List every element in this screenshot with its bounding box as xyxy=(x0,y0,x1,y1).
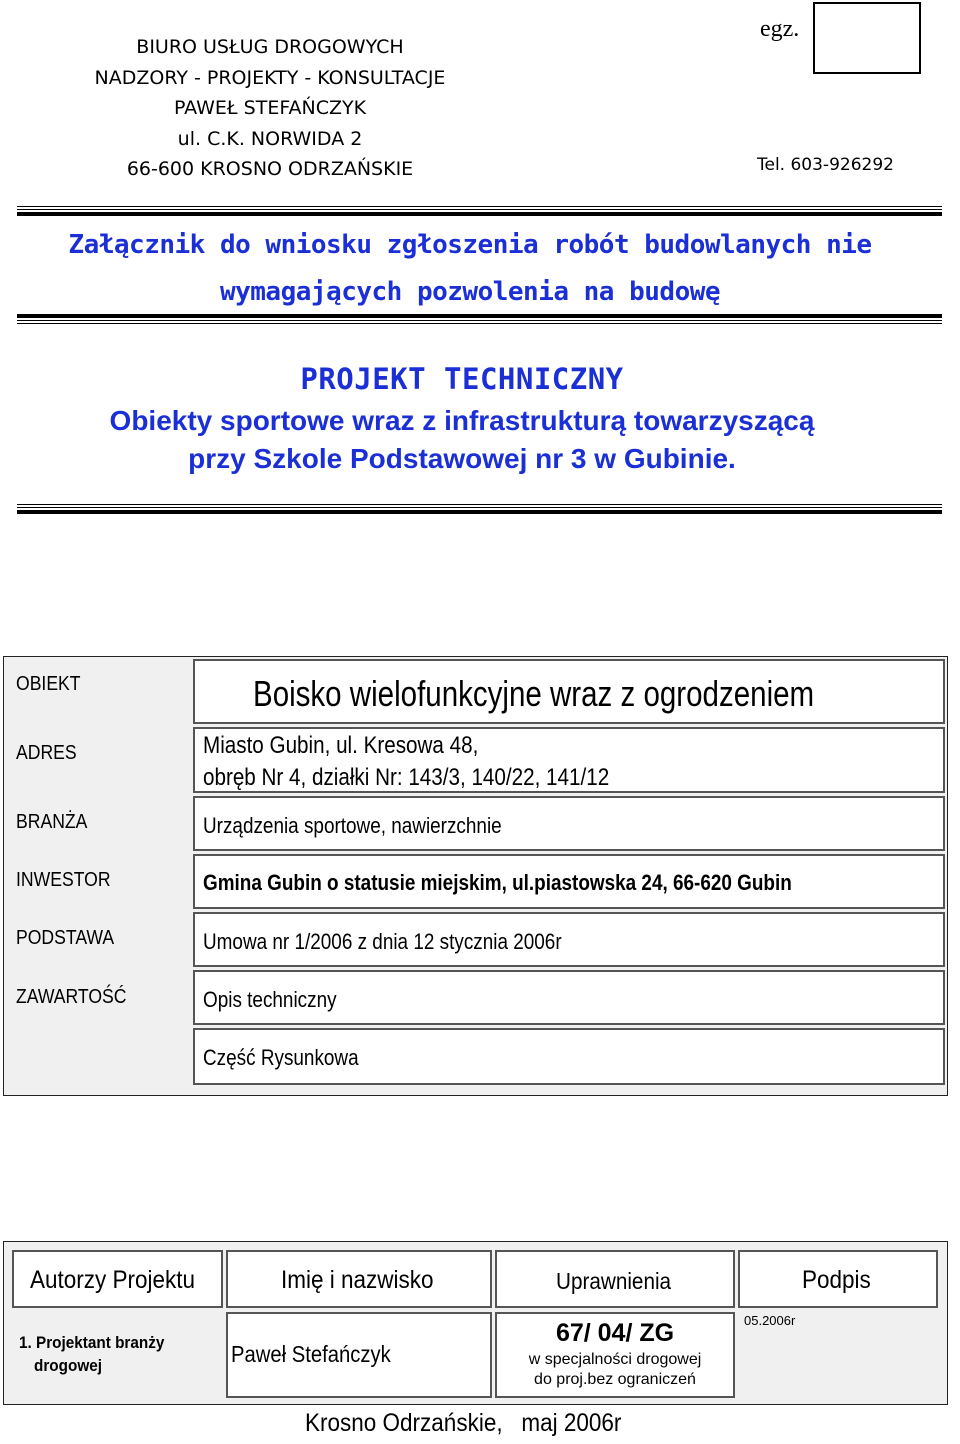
header-signature: Podpis xyxy=(802,1266,871,1294)
address-label: ADRES xyxy=(16,742,77,764)
object-value: Boisko wielofunkcyjne wraz z ogrodzeniem xyxy=(253,673,815,714)
attachment-title-line2: wymagających pozwolenia na budowę xyxy=(219,277,721,307)
signature-date: 05.2006r xyxy=(744,1313,796,1328)
project-subject-line2: przy Szkole Podstawowej nr 3 w Gubinie. xyxy=(188,443,736,474)
license-specialty: w specjalności drogowej xyxy=(528,1351,702,1368)
contents-item: Opis techniczny xyxy=(203,987,337,1012)
basis-value: Umowa nr 1/2006 z dnia 12 stycznia 2006r xyxy=(203,929,562,954)
office-line: BIURO USŁUG DROGOWYCH xyxy=(136,36,404,58)
branch-value: Urządzenia sportowe, nawierzchnie xyxy=(203,813,502,838)
office-line: NADZORY - PROJEKTY - KONSULTACJE xyxy=(94,66,446,89)
office-line: 66-600 KROSNO ODRZAŃSKIE xyxy=(126,158,414,180)
office-line: ul. C.K. NORWIDA 2 xyxy=(177,127,363,150)
project-heading: PROJEKT TECHNICZNY xyxy=(300,362,624,396)
investor-value: Gmina Gubin o statusie miejskim, ul.piastowska 24, 66-620 Gubin xyxy=(203,870,792,895)
double-rule xyxy=(17,504,942,514)
contents-label: ZAWARTOŚĆ xyxy=(16,986,127,1008)
double-rule xyxy=(17,206,942,216)
author-role-line1: 1. Projektant branży xyxy=(19,1333,165,1352)
contents-item: Część Rysunkowa xyxy=(203,1045,359,1070)
license-scope: do proj.bez ograniczeń xyxy=(534,1371,696,1388)
copy-label: egz. xyxy=(760,16,800,42)
branch-label: BRANŻA xyxy=(16,811,88,833)
author-role-line2: drogowej xyxy=(34,1356,103,1375)
office-line: PAWEŁ STEFAŃCZYK xyxy=(173,97,367,119)
attachment-title-line1: Załącznik do wniosku zgłoszenia robót budowlanych nie xyxy=(68,230,872,260)
header-authors: Autorzy Projektu xyxy=(30,1266,196,1294)
copy-number-box xyxy=(813,2,921,74)
project-subject-line1: Obiekty sportowe wraz z infrastrukturą towarzyszącą xyxy=(109,405,815,436)
double-rule xyxy=(17,314,942,324)
license-number: 67/ 04/ ZG xyxy=(555,1319,675,1347)
header-name: Imię i nazwisko xyxy=(281,1266,434,1294)
place-and-date: Krosno Odrzańskie, maj 2006r xyxy=(305,1409,622,1437)
phone-number: Tel. 603-926292 xyxy=(757,155,894,175)
object-label: OBIEKT xyxy=(16,673,81,695)
address-line1: Miasto Gubin, ul. Kresowa 48, xyxy=(203,732,479,759)
address-line2: obręb Nr 4, działki Nr: 143/3, 140/22, 141/12 xyxy=(203,764,610,791)
role-cell xyxy=(12,1312,223,1398)
author-name: Paweł Stefańczyk xyxy=(231,1341,391,1367)
header-license: Uprawnienia xyxy=(556,1268,672,1294)
office-address-block xyxy=(60,32,480,185)
investor-label: INWESTOR xyxy=(16,869,111,891)
basis-label: PODSTAWA xyxy=(16,927,115,949)
